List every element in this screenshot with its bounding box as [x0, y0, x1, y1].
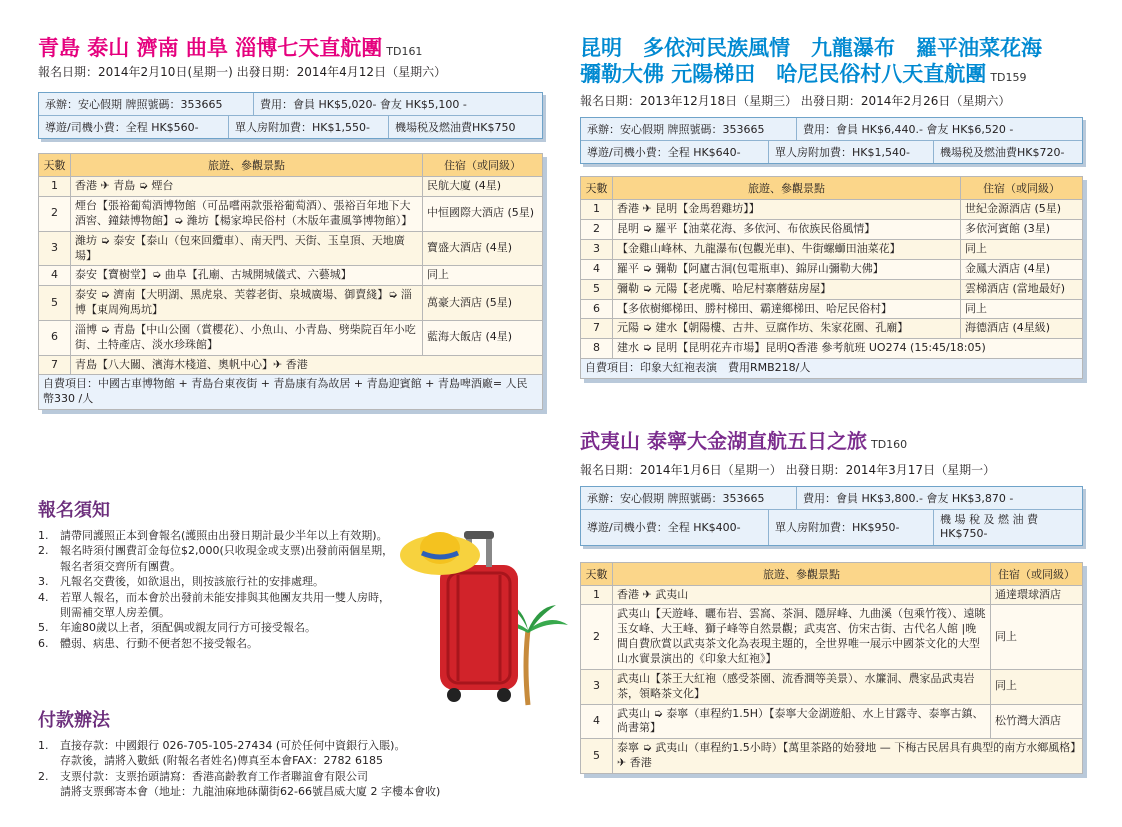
info-tax: 機場税及燃油費HK$750 — [395, 121, 516, 135]
day-cell: 5 — [39, 286, 71, 321]
table-row — [39, 266, 543, 286]
table-header-row — [581, 177, 1083, 200]
list-item-text: 存款後，請將入數紙 (附報名者姓名)傳真至本會FAX：2782 6185 — [60, 754, 383, 768]
registration-list — [38, 528, 398, 651]
hotel-cell: 同上 — [991, 605, 1083, 669]
day-cell: 5 — [581, 279, 613, 299]
spots-cell: 濰坊 ➭ 泰安【泰山（包來回纜車）、南天門、天街、玉皇頂、天地廣場】 — [71, 231, 423, 266]
spots-cell: 青島【八大關、濱海木棧道、奧帆中心】✈ 香港 — [71, 355, 543, 375]
spots-cell: 昆明 ➭ 羅平【油菜花海、多依河、布依族民俗風情】 — [613, 220, 961, 240]
day-cell: 7 — [39, 355, 71, 375]
list-item-text: 支票付款：支票抬頭請寫：香港高齡教育工作者聯誼會有限公司 — [60, 769, 368, 783]
table-header-row — [581, 562, 1083, 585]
day-cell: 1 — [39, 177, 71, 197]
info-organizer: 承辦：安心假期 牌照號碼：353665 — [581, 487, 797, 509]
table-header-row — [39, 154, 543, 177]
day-cell: 3 — [581, 669, 613, 704]
info-fee: 費用：會員 HK$6,440.- 會友 HK$6,520 - — [803, 123, 1014, 137]
tour-title-text: 青島 泰山 濟南 曲阜 淄博七天直航團 — [38, 36, 383, 60]
list-item-text: 請將支票郵寄本會（地址：九龍油麻地砵蘭街62-66號昌威大廈 2 字樓本會收) — [60, 785, 441, 799]
spots-cell: 元陽 ➭ 建水【朝陽樓、古井、豆腐作坊、朱家花園、孔廟】 — [613, 319, 961, 339]
payment-list — [38, 738, 543, 800]
day-cell: 6 — [39, 320, 71, 355]
spots-cell: 泰安 ➭ 濟南【大明湖、黑虎泉、芙蓉老街、泉城廣場、御賣綫】➭ 淄博【東周殉馬坑】 — [71, 286, 423, 321]
list-item-number — [38, 753, 60, 768]
hotel-cell: 松竹灣大酒店 — [991, 704, 1083, 739]
kunming-tour — [580, 36, 1083, 379]
col-day: 天數 — [39, 154, 71, 177]
list-item-number: 2. — [38, 544, 49, 558]
hotel-cell: 寶盛大酒店 (4星) — [423, 231, 543, 266]
list-item — [38, 528, 398, 543]
list-item — [38, 738, 543, 753]
list-item-text: 若單人報名，而本會於出發前未能安排與其他團友共用一雙人房時，則需補交單人房差價。 — [60, 590, 390, 619]
col-hotel: 住宿（或同級） — [961, 177, 1083, 200]
col-day: 天數 — [581, 177, 613, 200]
day-cell: 4 — [581, 259, 613, 279]
list-item — [38, 784, 543, 799]
tour-info-box — [580, 117, 1083, 164]
spots-cell: 香港 ✈ 昆明【金馬碧雞坊】】 — [613, 200, 961, 220]
spots-cell: 香港 ✈ 青島 ➭ 煙台 — [71, 177, 423, 197]
hotel-cell: 藍海大飯店 (4星) — [423, 320, 543, 355]
tour-info-box — [38, 92, 543, 139]
spots-cell: 彌勒 ➭ 元陽【老虎嘴、哈尼村寨蘑菇房屋】 — [613, 279, 961, 299]
tour-title — [580, 430, 1083, 453]
list-item-number: 1. — [38, 529, 49, 542]
day-cell: 7 — [581, 319, 613, 339]
list-item — [38, 543, 398, 574]
tour-title — [38, 36, 543, 60]
table-row — [581, 239, 1083, 259]
hotel-cell: 多依河賓館 (3星) — [961, 220, 1083, 240]
table-row — [581, 339, 1083, 359]
table-row — [39, 177, 543, 197]
day-cell: 6 — [581, 299, 613, 319]
list-item-number: 4. — [38, 590, 49, 604]
payment-title: 付款辦法 — [38, 710, 110, 731]
table-row — [581, 200, 1083, 220]
tour-title-text: 武夷山 泰寧大金湖直航五日之旅 — [580, 429, 867, 453]
spots-cell: 武夷山【茶王大紅袍（感受茶園、流香澗等美景）、水簾洞、農家品武夷岩茶，領略茶文化】 — [613, 669, 991, 704]
spots-cell: 建水 ➭ 昆明【昆明花卉市場】昆明Q香港 參考航班 UO274 (15:45/18:05) — [613, 339, 1083, 359]
list-item — [38, 636, 398, 651]
table-row — [581, 319, 1083, 339]
table-row — [581, 704, 1083, 739]
extra-row — [39, 375, 543, 410]
hotel-cell: 雲梯酒店 (當地最好) — [961, 279, 1083, 299]
extra-cell: 自費項目：中國古車博物館 + 青島台東夜街 + 青島康有為故居 + 青島迎賓館 + 青島啤酒廠= 人民幣330 /人 — [39, 375, 543, 410]
spots-cell: 武夷山 ➭ 泰寧（車程約1.5H）【泰寧大金湖遊船、水上甘露寺、泰寧古鎮、尚書第】 — [613, 704, 991, 739]
day-cell: 4 — [39, 266, 71, 286]
day-cell: 1 — [581, 200, 613, 220]
tour-dates: 報名日期：2014年1月6日（星期一） 出發日期：2014年3月17日（星期一） — [580, 463, 996, 477]
day-cell: 3 — [581, 239, 613, 259]
col-spots: 旅遊、參觀景點 — [71, 154, 423, 177]
info-tax: 機 場 稅 及 燃 油 費 HK$750- — [940, 513, 1038, 541]
list-item-text: 體弱、病患、行動不便者恕不接受報名。 — [60, 636, 258, 650]
extra-cell: 自費項目：印象大紅袍表演 費用RMB218/人 — [581, 359, 1083, 379]
itinerary-table — [580, 562, 1083, 774]
info-single-room: 單人房附加費：HK$950- — [769, 510, 934, 545]
hotel-cell: 民航大廈 (4星) — [423, 177, 543, 197]
itinerary-table — [38, 153, 543, 410]
list-item — [38, 590, 398, 621]
hotel-cell: 同上 — [961, 299, 1083, 319]
hotel-cell: 通達環球酒店 — [991, 585, 1083, 605]
hotel-cell: 同上 — [423, 266, 543, 286]
info-row — [39, 93, 542, 116]
table-row — [581, 739, 1083, 774]
list-item — [38, 769, 543, 784]
info-row — [581, 510, 1082, 545]
extra-row — [581, 359, 1083, 379]
tour-title-line1: 昆明 多依河民族風情 九龍瀑布 羅平油菜花海 — [580, 36, 1042, 60]
tour-info-box — [580, 486, 1083, 546]
tour-title-text: 彌勒大佛 元陽梯田 哈尼民俗村八天直航團 — [580, 62, 987, 87]
table-row — [581, 220, 1083, 240]
registration-title: 報名須知 — [38, 500, 110, 521]
spots-cell: 【多依樹鄉梯田、勝村梯田、霸達鄉梯田、哈尼民俗村】 — [613, 299, 961, 319]
qingdao-tour — [38, 36, 543, 410]
hotel-cell: 海德酒店 (4星級) — [961, 319, 1083, 339]
list-item-text: 直接存款：中國銀行 026-705-105-27434 (可於任何中資銀行入賬)。 — [60, 739, 406, 752]
table-row — [581, 279, 1083, 299]
table-row — [39, 196, 543, 231]
luggage-illustration — [378, 515, 578, 715]
list-item-number: 5. — [38, 621, 49, 635]
table-row — [39, 231, 543, 266]
hotel-cell: 同上 — [991, 669, 1083, 704]
spots-cell: 煙台【張裕葡萄酒博物館（可品嚐兩款張裕葡萄酒）、張裕百年地下大酒窖、鐘錶博物館】➭ 濰坊【楊家埠民俗村（木版年畫風箏博物館）】 — [71, 196, 423, 231]
spots-cell: 【金雞山峰林、九龍瀑布(包觀光車)、牛街螺螄田油菜花】 — [613, 239, 961, 259]
tour-title-line2 — [580, 62, 1083, 86]
info-organizer: 承辦：安心假期 牌照號碼：353665 — [39, 93, 254, 115]
info-row — [581, 118, 1082, 141]
payment-methods — [38, 706, 543, 800]
wuyishan-tour — [580, 430, 1083, 774]
col-hotel: 住宿（或同級） — [423, 154, 543, 177]
col-spots: 旅遊、參觀景點 — [613, 562, 991, 585]
hotel-cell: 同上 — [961, 239, 1083, 259]
col-hotel: 住宿（或同級） — [991, 562, 1083, 585]
tour-code: TD161 — [386, 45, 423, 58]
suitcase-icon — [440, 565, 518, 690]
info-row — [581, 141, 1082, 163]
hotel-cell: 世紀金源酒店 (5星) — [961, 200, 1083, 220]
info-single-room: 單人房附加費：HK$1,550- — [229, 116, 389, 138]
table-row — [581, 299, 1083, 319]
day-cell: 1 — [581, 585, 613, 605]
hotel-cell: 中恒國際大酒店 (5星) — [423, 196, 543, 231]
info-single-room: 單人房附加費：HK$1,540- — [769, 141, 934, 163]
list-item-number — [38, 784, 60, 799]
hotel-cell: 金鳳大酒店 (4星) — [961, 259, 1083, 279]
info-fee: 費用：會員 HK$5,020- 會友 HK$5,100 - — [260, 98, 467, 112]
table-row — [39, 355, 543, 375]
table-row — [39, 286, 543, 321]
table-row — [39, 320, 543, 355]
day-cell: 8 — [581, 339, 613, 359]
list-item — [38, 620, 398, 635]
spots-cell: 泰安【寶樹堂】➭ 曲阜【孔廟、古城開城儀式、六藝城】 — [71, 266, 423, 286]
day-cell: 3 — [39, 231, 71, 266]
col-day: 天數 — [581, 562, 613, 585]
table-row — [581, 605, 1083, 669]
day-cell: 2 — [581, 220, 613, 240]
info-fee: 費用：會員 HK$3,800.- 會友 HK$3,870 - — [803, 492, 1014, 505]
spots-cell: 武夷山【天遊峰、曬布岩、雲窩、茶洞、隱屏峰、九曲溪（包乘竹筏）、遠眺玉女峰、大王峰、獅子峰等自然景觀；武夷宮、仿宋古街、古代名人館 |晚間自費欣賞以武夷茶文化為表現主題的，全世界唯一展示中國茶文化的大型山水實景演出的《印象大紅袍》】 — [613, 605, 991, 669]
tour-code: TD160 — [870, 438, 908, 451]
list-item-text: 請帶同護照正本到會報名(護照由出發日期計最少半年以上有效期)。 — [60, 529, 388, 542]
info-tip: 導遊/司機小費：全程 HK$400- — [581, 510, 769, 545]
table-row — [581, 669, 1083, 704]
list-item-text: 凡報名交費後，如欲退出，則按該旅行社的安排處理。 — [60, 575, 324, 589]
list-item-number: 6. — [38, 636, 49, 650]
list-item — [38, 753, 543, 768]
list-item-text: 年逾80歲以上者，須配偶或親友同行方可接受報名。 — [60, 621, 316, 635]
spots-cell: 泰寧 ➭ 武夷山（車程約1.5小時）【萬里茶路的始發地 — 下梅古民居具有典型的南方水鄉風格】✈ 香港 — [613, 739, 1083, 774]
info-organizer: 承辦：安心假期 牌照號碼：353665 — [581, 118, 797, 140]
tour-dates: 報名日期：2013年12月18日（星期三） 出發日期：2014年2月26日（星期六） — [580, 94, 1011, 109]
info-row — [39, 116, 542, 138]
registration-notes — [38, 496, 398, 651]
day-cell: 2 — [581, 605, 613, 669]
spots-cell: 香港 ✈ 武夷山 — [613, 585, 991, 605]
tour-dates: 報名日期：2014年2月10日(星期一) 出發日期：2014年4月12日（星期六） — [38, 65, 447, 80]
info-row — [581, 487, 1082, 510]
tour-code: TD159 — [990, 71, 1027, 85]
list-item-number: 2. — [38, 769, 49, 783]
day-cell: 5 — [581, 739, 613, 774]
spots-cell: 羅平 ➭ 彌勒【阿廬古洞(包電瓶車)、錦屏山彌勒大佛】 — [613, 259, 961, 279]
table-row — [581, 585, 1083, 605]
info-tip: 導遊/司機小費：全程 HK$640- — [581, 141, 769, 163]
info-tip: 導遊/司機小費：全程 HK$560- — [39, 116, 229, 138]
spots-cell: 淄博 ➭ 青島【中山公園（賞櫻花）、小魚山、小青島、劈柴院百年小吃街、土特產店、淡水珍珠館】 — [71, 320, 423, 355]
list-item — [38, 574, 398, 589]
info-tax: 機場税及燃油費HK$720- — [940, 146, 1065, 160]
list-item-number: 1. — [38, 739, 49, 752]
list-item-text: 報名時須付團費訂金每位$2,000(只收現金或支票)出發前兩個星期，報名者須交齊所有團費。 — [60, 544, 394, 573]
list-item-number: 3. — [38, 575, 49, 589]
col-spots: 旅遊、參觀景點 — [613, 177, 961, 200]
day-cell: 4 — [581, 704, 613, 739]
day-cell: 2 — [39, 196, 71, 231]
table-row — [581, 259, 1083, 279]
hotel-cell: 萬豪大酒店 (5星) — [423, 286, 543, 321]
itinerary-table — [580, 176, 1083, 379]
